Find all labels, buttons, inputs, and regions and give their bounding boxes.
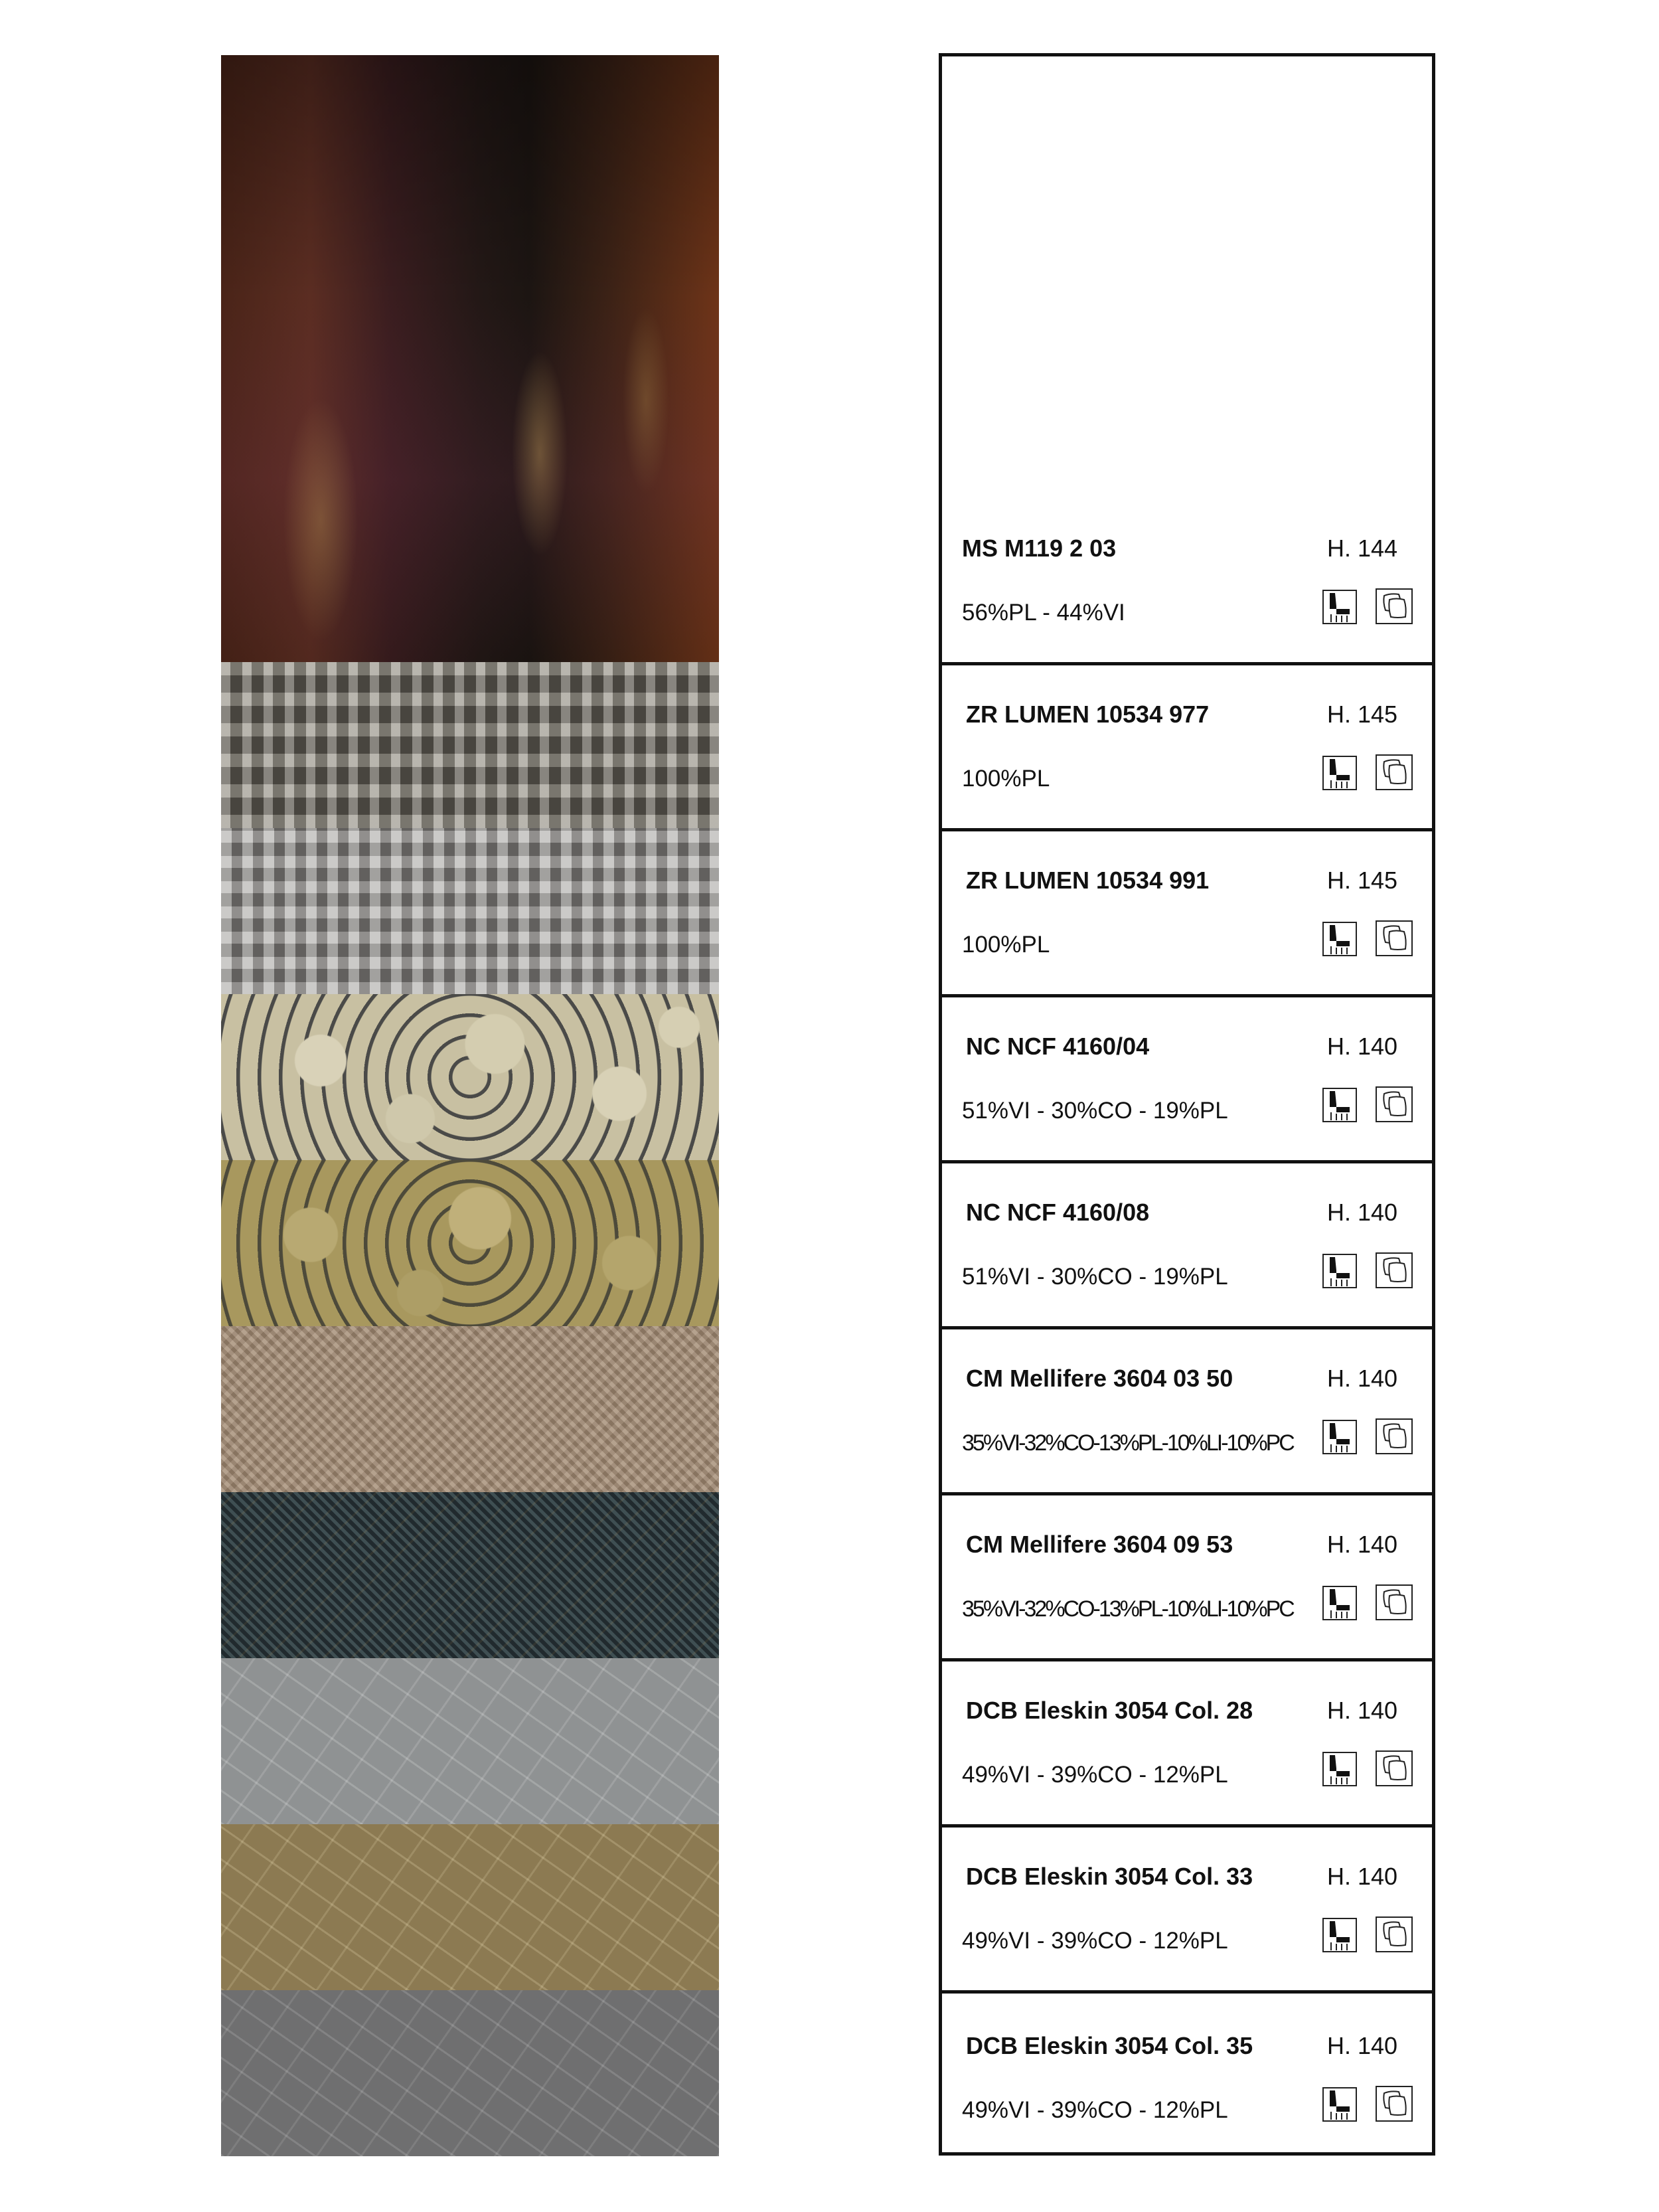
fabric-spec-row bbox=[942, 1329, 1432, 1495]
fabric-height: H. 140 bbox=[1327, 1697, 1398, 1724]
fabric-height: H. 140 bbox=[1327, 1365, 1398, 1392]
fabric-composition: 35%VI-32%CO-13%PL-10%LI-10%PC bbox=[962, 1596, 1293, 1622]
fabric-swatch-column bbox=[221, 55, 719, 2156]
fabric-name: MS M119 2 03 bbox=[962, 535, 1117, 562]
fabric-composition: 100%PL bbox=[962, 766, 1050, 792]
fabric-swatch-nc-ncf-4160-08 bbox=[221, 1160, 719, 1326]
fabric-height: H. 145 bbox=[1327, 701, 1398, 728]
fabric-name: CM Mellifere 3604 03 50 bbox=[966, 1365, 1233, 1392]
fabric-composition: 49%VI - 39%CO - 12%PL bbox=[962, 1762, 1228, 1788]
fabric-swatch-zr-lumen-10534-991 bbox=[221, 828, 719, 994]
cushion-icon bbox=[1375, 2085, 1413, 2122]
upholstery-chair-icon bbox=[1322, 1087, 1358, 1123]
fabric-height: H. 140 bbox=[1327, 2032, 1398, 2059]
fabric-swatch-dcb-eleskin-3054-col-33 bbox=[221, 1824, 719, 1990]
cushion-icon bbox=[1375, 920, 1413, 957]
fabric-name: DCB Eleskin 3054 Col. 33 bbox=[966, 1863, 1253, 1890]
fabric-spec-row bbox=[942, 1495, 1432, 1661]
fabric-composition: 51%VI - 30%CO - 19%PL bbox=[962, 1098, 1228, 1124]
upholstery-chair-icon bbox=[1322, 921, 1358, 957]
fabric-spec-row bbox=[942, 1163, 1432, 1329]
fabric-swatch-ms-m119-2-03 bbox=[221, 55, 719, 662]
fabric-name: NC NCF 4160/04 bbox=[966, 1033, 1150, 1060]
fabric-composition: 35%VI-32%CO-13%PL-10%LI-10%PC bbox=[962, 1430, 1293, 1456]
fabric-name: NC NCF 4160/08 bbox=[966, 1199, 1150, 1226]
fabric-composition: 100%PL bbox=[962, 932, 1050, 958]
cushion-icon bbox=[1375, 1584, 1413, 1621]
fabric-swatch-zr-lumen-10534-977 bbox=[221, 662, 719, 828]
fabric-spec-row bbox=[942, 56, 1432, 665]
fabric-height: H. 145 bbox=[1327, 867, 1398, 894]
fabric-height: H. 140 bbox=[1327, 1199, 1398, 1226]
upholstery-chair-icon bbox=[1322, 755, 1358, 791]
cushion-icon bbox=[1375, 1252, 1413, 1289]
fabric-composition: 49%VI - 39%CO - 12%PL bbox=[962, 1928, 1228, 1954]
fabric-swatch-dcb-eleskin-3054-col-28 bbox=[221, 1658, 719, 1824]
upholstery-chair-icon bbox=[1322, 589, 1358, 625]
fabric-name: CM Mellifere 3604 09 53 bbox=[966, 1531, 1233, 1558]
fabric-spec-row bbox=[942, 831, 1432, 997]
fabric-swatch-cm-mellifere-3604-09-53 bbox=[221, 1492, 719, 1658]
fabric-swatch-dcb-eleskin-3054-col-35 bbox=[221, 1990, 719, 2156]
fabric-height: H. 140 bbox=[1327, 1033, 1398, 1060]
fabric-spec-row bbox=[942, 1661, 1432, 1828]
fabric-height: H. 140 bbox=[1327, 1863, 1398, 1890]
upholstery-chair-icon bbox=[1322, 1253, 1358, 1289]
fabric-name: ZR LUMEN 10534 977 bbox=[966, 701, 1210, 728]
fabric-name: DCB Eleskin 3054 Col. 28 bbox=[966, 1697, 1253, 1724]
fabric-spec-row bbox=[942, 1994, 1432, 2160]
fabric-spec-row bbox=[942, 997, 1432, 1163]
cushion-icon bbox=[1375, 588, 1413, 625]
fabric-name: DCB Eleskin 3054 Col. 35 bbox=[966, 2032, 1253, 2059]
upholstery-chair-icon bbox=[1322, 2086, 1358, 2122]
fabric-swatch-cm-mellifere-3604-03-50 bbox=[221, 1326, 719, 1492]
upholstery-chair-icon bbox=[1322, 1751, 1358, 1787]
upholstery-chair-icon bbox=[1322, 1917, 1358, 1953]
fabric-composition: 56%PL - 44%VI bbox=[962, 600, 1125, 626]
fabric-height: H. 144 bbox=[1327, 535, 1398, 562]
upholstery-chair-icon bbox=[1322, 1585, 1358, 1621]
cushion-icon bbox=[1375, 1418, 1413, 1455]
fabric-swatch-nc-ncf-4160-04 bbox=[221, 994, 719, 1160]
cushion-icon bbox=[1375, 1750, 1413, 1787]
fabric-spec-row bbox=[942, 1828, 1432, 1994]
fabric-spec-row bbox=[942, 665, 1432, 831]
cushion-icon bbox=[1375, 1916, 1413, 1953]
cushion-icon bbox=[1375, 754, 1413, 791]
fabric-composition: 51%VI - 30%CO - 19%PL bbox=[962, 1264, 1228, 1290]
fabric-composition: 49%VI - 39%CO - 12%PL bbox=[962, 2097, 1228, 2123]
fabric-spec-panel bbox=[939, 53, 1435, 2156]
upholstery-chair-icon bbox=[1322, 1419, 1358, 1455]
fabric-name: ZR LUMEN 10534 991 bbox=[966, 867, 1210, 894]
cushion-icon bbox=[1375, 1086, 1413, 1123]
fabric-height: H. 140 bbox=[1327, 1531, 1398, 1558]
